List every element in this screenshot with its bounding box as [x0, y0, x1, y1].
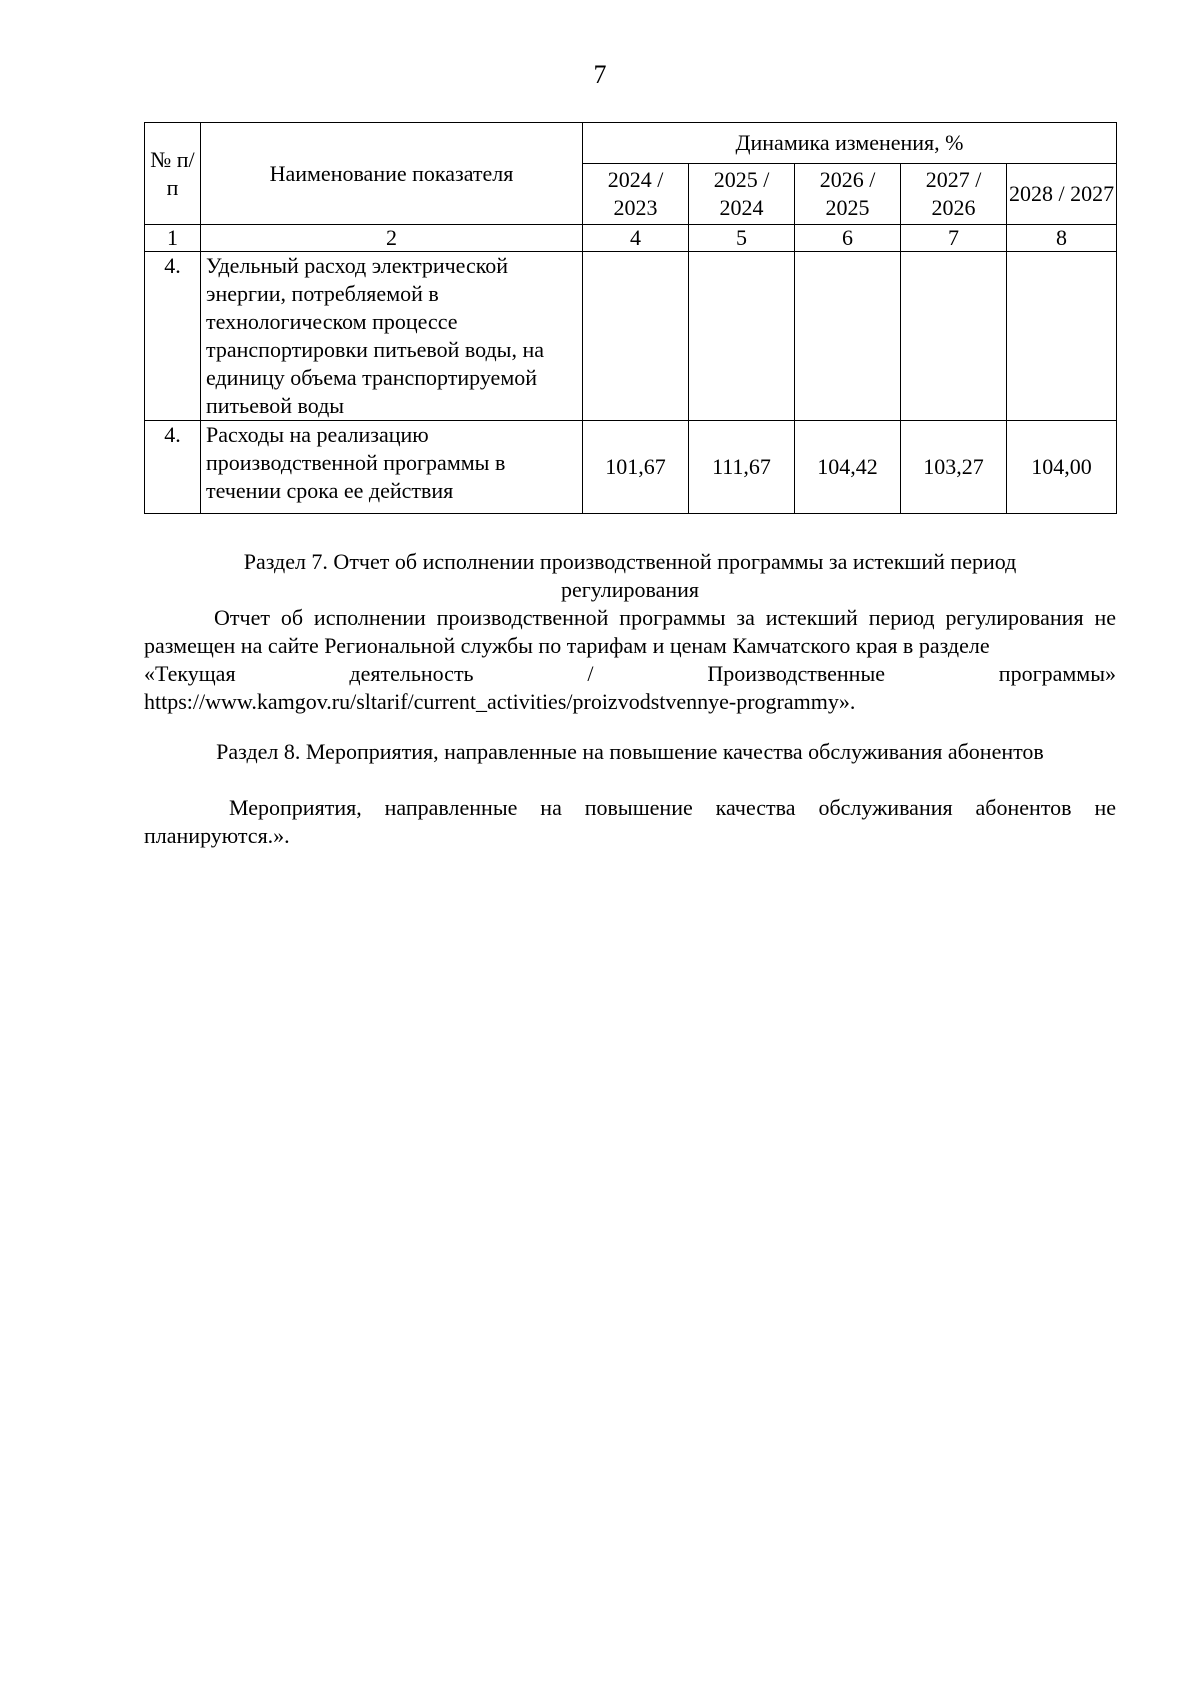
section-7-paragraph-line2: «Текущая деятельность / Производственные программы» [144, 661, 1116, 686]
header-indicator-name: Наименование показателя [201, 123, 583, 225]
header-period: 2026 / 2025 [795, 164, 901, 225]
column-index: 1 [145, 225, 201, 252]
header-dynamics: Динамика изменения, % [583, 123, 1117, 164]
indicators-table [144, 122, 1117, 514]
table-row [145, 252, 1117, 421]
value-cell [1007, 252, 1117, 421]
value-cell: 101,67 [583, 421, 689, 514]
section-7-link: https://www.kamgov.ru/sltarif/current_activities/proizvodstvennye-programmy». [144, 689, 856, 714]
row-number: 4. [145, 421, 201, 514]
header-period: 2024 / 2023 [583, 164, 689, 225]
value-cell [795, 252, 901, 421]
section-8-title: Раздел 8. Мероприятия, направленные на повышение качества обслуживания абонентов [216, 739, 1044, 764]
value-cell: 111,67 [689, 421, 795, 514]
table-header-row [145, 123, 1117, 164]
column-index: 8 [1007, 225, 1117, 252]
header-period: 2028 / 2027 [1007, 164, 1117, 225]
section-7-title-line1: Раздел 7. Отчет об исполнении производственной программы за истекший период [243, 549, 1017, 574]
value-cell: 104,42 [795, 421, 901, 514]
column-index: 6 [795, 225, 901, 252]
table-row [145, 421, 1117, 514]
indicator-name: Удельный расход электрической энергии, потребляемой в технологическом процессе транспортировки питьевой воды, на единицу объема транспортируемой питьевой воды [201, 252, 583, 421]
page-number: 7 [593, 60, 607, 89]
section-7-paragraph: Отчет об исполнении производственной программы за истекший период регулирования не размещен на сайте Региональной службы по тарифам и ценам Камчатского края в разделе [144, 605, 1116, 658]
column-index: 7 [901, 225, 1007, 252]
header-period: 2025 / 2024 [689, 164, 795, 225]
value-cell [689, 252, 795, 421]
value-cell: 104,00 [1007, 421, 1117, 514]
header-period: 2027 / 2026 [901, 164, 1007, 225]
value-cell: 103,27 [901, 421, 1007, 514]
value-cell [901, 252, 1007, 421]
section-7-title-line2: регулирования [560, 577, 700, 602]
section-8-paragraph: Мероприятия, направленные на повышение качества обслуживания абонентов не планируются.». [144, 795, 1116, 848]
column-index: 2 [201, 225, 583, 252]
column-index: 4 [583, 225, 689, 252]
section-7 [144, 548, 1116, 716]
column-index: 5 [689, 225, 795, 252]
header-number: № п/п [145, 123, 201, 225]
row-number: 4. [145, 252, 201, 421]
value-cell [583, 252, 689, 421]
indicator-name: Расходы на реализацию производственной программы в течении срока ее действия [201, 421, 583, 514]
column-index-row [145, 225, 1117, 252]
